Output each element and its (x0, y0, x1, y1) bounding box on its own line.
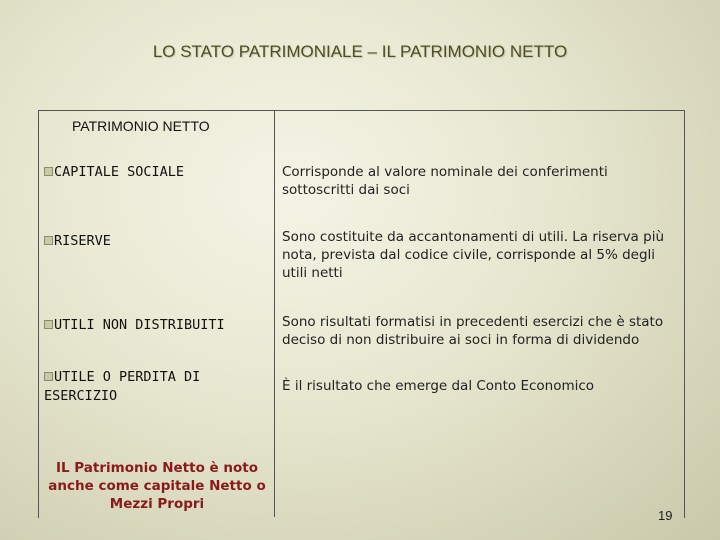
term-capitale-sociale (44, 163, 184, 182)
slide-title: LO STATO PATRIMONIALE – IL PATRIMONIO NETTO (152, 42, 568, 61)
patrimonio-netto-note: IL Patrimonio Netto è noto anche come capitale Netto o Mezzi Propri (48, 460, 266, 512)
term-label: CAPITALE SOCIALE (54, 164, 185, 180)
term-utili-non-distribuiti (44, 316, 225, 335)
description-utile-o-perdita: È il risultato che emerge dal Conto Economico (282, 378, 595, 394)
term-label: UTILE O PERDITA DI ESERCIZIO (44, 369, 201, 404)
square-bullet-icon (44, 167, 53, 176)
term-label: RISERVE (54, 233, 111, 249)
term-riserve (44, 232, 111, 251)
page-number: 19 (658, 508, 673, 523)
description-riserve: Sono costituite da accantonamenti di utili. La riserva più nota, prevista dal codice civile, corrisponde al 5% degli utili netti (282, 229, 664, 281)
square-bullet-icon (44, 320, 53, 329)
term-label: UTILI NON DISTRIBUITI (54, 317, 225, 333)
square-bullet-icon (44, 372, 53, 381)
description-capitale-sociale: Corrisponde al valore nominale dei conferimenti sottoscritti dai soci (282, 164, 608, 198)
term-utile-o-perdita (44, 368, 264, 406)
column-divider (274, 110, 275, 517)
table-header: PATRIMONIO NETTO (72, 118, 210, 134)
square-bullet-icon (44, 236, 53, 245)
description-utili-non-distribuiti: Sono risultati formatisi in precedenti esercizi che è stato deciso di non distribuire ai soci in forma di dividendo (282, 314, 664, 348)
